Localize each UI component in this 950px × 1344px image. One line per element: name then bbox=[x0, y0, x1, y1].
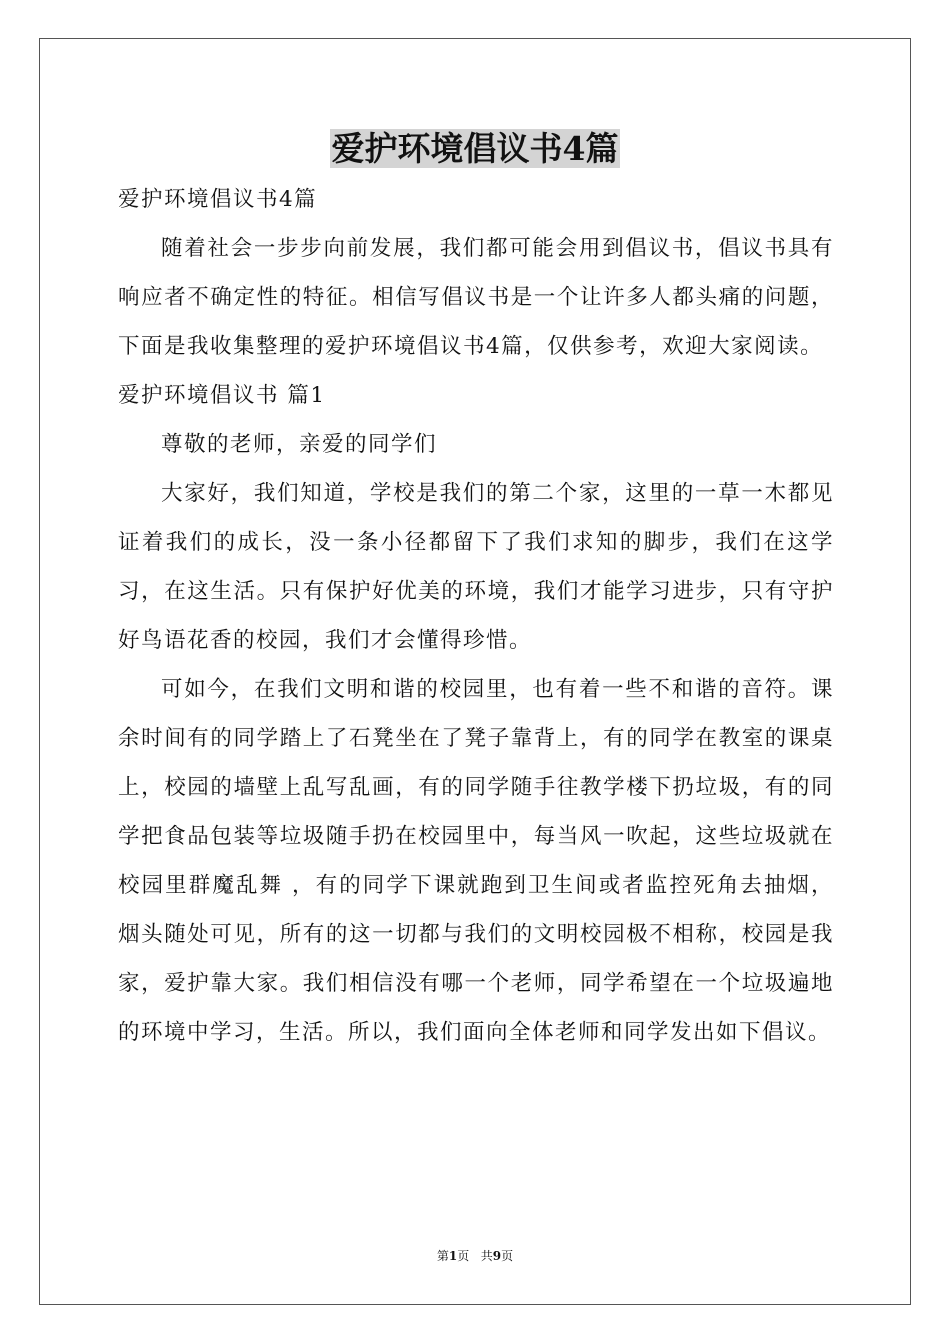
footer-total-prefix: 共 bbox=[480, 1249, 493, 1263]
body-paragraph: 大家好，我们知道，学校是我们的第二个家，这里的一草一木都见证着我们的成长，没一条小径都留下了我们求知的脚步，我们在这学习，在这生活。只有保护好优美的环境，我们才能学习进步，只有守护好鸟语花香的校园，我们才会懂得珍惜。 bbox=[118, 481, 834, 653]
salutation-paragraph: 尊敬的老师，亲爱的同学们 bbox=[161, 432, 438, 457]
document-body bbox=[118, 175, 834, 1057]
intro-paragraph: 随着社会一步步向前发展，我们都可能会用到倡议书，倡议书具有响应者不确定性的特征。相信写倡议书是一个让许多人都头痛的问题，下面是我收集整理的爱护环境倡议书4篇，仅供参考，欢迎大家阅读。 bbox=[118, 236, 834, 359]
page-footer bbox=[0, 1246, 950, 1266]
footer-total-suffix: 页 bbox=[501, 1249, 514, 1263]
footer-page-total: 9 bbox=[492, 1249, 502, 1263]
document-title-text: 爱护环境倡议书4篇 bbox=[331, 129, 619, 168]
subtitle-paragraph: 爱护环境倡议书4篇 bbox=[118, 187, 318, 212]
footer-page-current: 1 bbox=[448, 1249, 458, 1263]
body-paragraph: 可如今，在我们文明和谐的校园里，也有着一些不和谐的音符。课余时间有的同学踏上了石凳坐在了凳子靠背上，有的同学在教室的课桌上，校园的墙壁上乱写乱画，有的同学随手往教学楼下扔垃圾，有的同学把食品包装等垃圾随手扔在校园里中，每当风一吹起，这些垃圾就在校园里群魔乱舞 ，有的同学下课就跑到卫生间或者监控死角去抽烟，烟头随处可见，所有的这一切都与我们的文明校园极不相称，校园是我家，爱护靠大家。我们相信没有哪一个老师，同学希望在一个垃圾遍地的环境中学习，生活。所以，我们面向全体老师和同学发出如下倡议。 bbox=[118, 677, 834, 1045]
footer-page-prefix: 第 bbox=[436, 1249, 449, 1263]
footer-page-suffix: 页 bbox=[457, 1249, 470, 1263]
section-heading: 爱护环境倡议书 篇1 bbox=[118, 383, 326, 408]
document-title bbox=[0, 125, 950, 173]
